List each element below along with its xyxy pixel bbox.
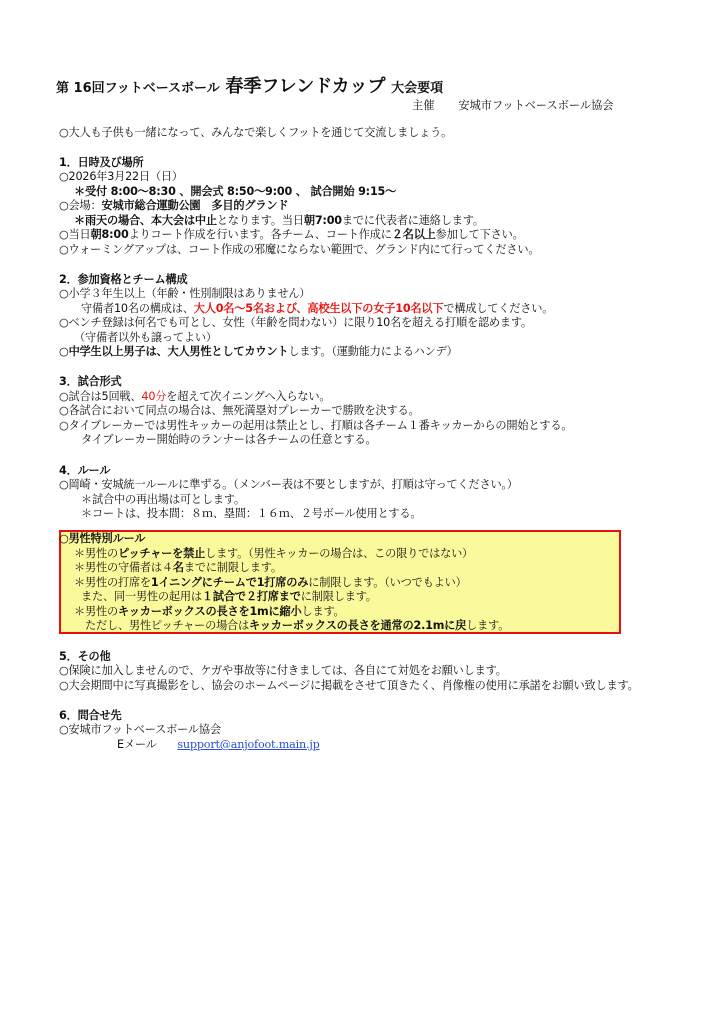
bench-rule: ○ベンチ登録は何名でも可とし、女性（年齢を問わない）に限り10名を超える打順を認めます。 — [59, 316, 532, 329]
photo-consent: ○大会期間中に写真撮影をし、協会のホームページに掲載をさせて頂きたく、肖像権の使用に承諾をお願い致します。 — [59, 679, 639, 692]
same-player-rule — [81, 590, 377, 604]
organizer-label: 主催 — [412, 99, 435, 112]
insurance-note: ○保険に加入しませんので、ケガや事故等に付きましては、各自にて対処をお願いします。 — [59, 664, 507, 677]
box-text-c: します。 — [301, 605, 345, 618]
court-time: 朝8:00 — [90, 228, 129, 241]
bat-emphasis: 1イニングにチームで1打席のみ — [150, 576, 309, 589]
section-3-heading: 3．試合形式 — [59, 375, 122, 388]
contact-org: ○安城市フットベースボール協会 — [59, 723, 221, 736]
venue-line — [59, 199, 288, 213]
format-text-a: ○試合は5回戦、 — [59, 390, 142, 403]
adult-text: します。（運動能力によるハンデ） — [288, 345, 458, 358]
except-text-a: ただし、男性ピッチャーの場合は — [85, 619, 250, 632]
venue-prefix: ○会場： — [59, 199, 102, 212]
rain-text-end: までに代表者に連絡します。 — [341, 214, 484, 227]
unified-rule: ○岡崎・安城統一ルールに準ずる。（メンバー表は不要としますが、打順は守ってください。） — [59, 478, 518, 491]
pitcher-text-a: ＊男性の — [74, 547, 118, 560]
tiebreak-runner: タイブレーカー開始時のランナーは各チームの任意とする。 — [81, 433, 377, 446]
title-main: 春季フレンドカップ — [225, 76, 386, 97]
special-bullet: ○ — [59, 532, 69, 545]
event-times: ＊受付 8:00～8:30 、開会式 8:50～9:00 、 試合開始 9:15～ — [74, 185, 397, 198]
eligibility-grade: ○小学３年生以上（年齢・性別制限はありません） — [59, 287, 311, 300]
members-text-c: で構成してください。 — [443, 302, 554, 315]
kicker-box-exception — [85, 619, 509, 633]
section-1-heading: 1．日時及び場所 — [59, 156, 144, 169]
tie-rule: ○各試合において同点の場合は、無死満塁対プレーカーで勝敗を決する。 — [59, 404, 420, 417]
rain-text: となります。当日 — [216, 214, 304, 227]
adult-bullet: ○ — [59, 345, 69, 358]
batting-rule — [74, 576, 467, 590]
event-date: ○2026年3月22日（日） — [59, 170, 183, 183]
adult-emphasis: 中学生以上男子は、大人男性としてカウント — [68, 345, 289, 358]
same-text-a: また、同一男性の起用は — [81, 590, 202, 603]
game-format — [59, 390, 330, 404]
organizer-name: 安城市フットベースボール協会 — [458, 99, 614, 112]
bench-note: （守備者以外も譲ってよい） — [74, 331, 217, 344]
email-label: Eメール — [117, 738, 157, 751]
intro-text: ○大人も子供も一緒になって、みんなで楽しくフットを通じて交流しましょう。 — [59, 126, 453, 139]
except-text-c: します。 — [466, 619, 510, 632]
section-2-heading: 2．参加資格とチーム構成 — [59, 273, 188, 286]
court-dimensions: ＊コートは、投本間：８ｍ、塁間：１６ｍ、２号ボール使用とする。 — [81, 507, 422, 520]
court-text-c: よりコート作成を行います。各チーム、コート作成に — [128, 228, 392, 241]
pitcher-emphasis: ピッチャーを禁止 — [117, 547, 206, 560]
warmup-note: ○ウォーミングアップは、コート作成の邪魔にならない範囲で、グランド内にて行ってください。 — [59, 243, 540, 256]
rain-notice — [74, 214, 484, 228]
court-text-e: 参加して下さい。 — [435, 228, 524, 241]
format-text-c: を超えて次イニングへ入らない。 — [166, 390, 331, 403]
title-suffix: 大会要項 — [391, 81, 444, 96]
bat-text-c: に制限します。（いつでもよい） — [308, 576, 467, 589]
kicker-box-rule — [74, 605, 345, 619]
rain-time: 朝7:00 — [303, 214, 342, 227]
male-special-heading — [59, 532, 145, 546]
tiebreak-rule: ○タイブレーカーでは男性キッカーの起用は禁止とし、打順は各チーム１番キッカーからの開始とする。 — [59, 419, 573, 432]
email-link[interactable]: support@anjofoot.main.jp — [177, 738, 320, 751]
box-text-a: ＊男性の — [74, 605, 118, 618]
rain-cancel: ＊雨天の場合、本大会は中止 — [74, 214, 217, 227]
court-prep — [59, 228, 524, 242]
pitcher-rule — [74, 547, 473, 561]
contact-email-line — [117, 738, 320, 752]
team-composition — [81, 302, 553, 316]
reentry-rule: ＊試合中の再出場は可とします。 — [81, 493, 245, 506]
title-prefix: 第 16回フットベースボール — [56, 81, 220, 96]
fielder-emphasis: 名 — [172, 561, 184, 574]
court-count: ２名以上 — [391, 228, 436, 241]
section-6-heading: 6．問合せ先 — [59, 709, 122, 722]
same-text-c: に制限します。 — [300, 590, 377, 603]
pitcher-text-c: します。（男性キッカーの場合は、この限りではない） — [205, 547, 474, 560]
bat-text-a: ＊男性の打席を — [74, 576, 151, 589]
fielder-text-c: までに制限します。 — [183, 561, 282, 574]
adult-count-rule — [59, 345, 458, 359]
venue-name: 安城市総合運動公園 多目的グランド — [101, 199, 289, 212]
fielder-text-a: ＊男性の守備者は４ — [74, 561, 173, 574]
members-text-a: 守備者10名の構成は、 — [81, 302, 194, 315]
court-text-a: ○当日 — [59, 228, 91, 241]
except-emphasis: キッカーボックスの長さを通常の2.1mに戻 — [249, 619, 467, 632]
box-emphasis: キッカーボックスの長さを1mに縮小 — [117, 605, 302, 618]
section-4-heading: 4．ルール — [59, 464, 111, 477]
fielder-rule — [74, 561, 282, 575]
members-limit: 大人0名～5名および、高校生以下の女子10名以下 — [193, 302, 444, 315]
page-title — [56, 72, 443, 98]
section-5-heading: 5．その他 — [59, 650, 111, 663]
format-time-limit: 40分 — [141, 390, 167, 403]
organizer-line — [412, 97, 613, 113]
same-emphasis: １試合で２打席まで — [201, 590, 301, 603]
special-title: 男性特別ルール — [68, 532, 146, 545]
